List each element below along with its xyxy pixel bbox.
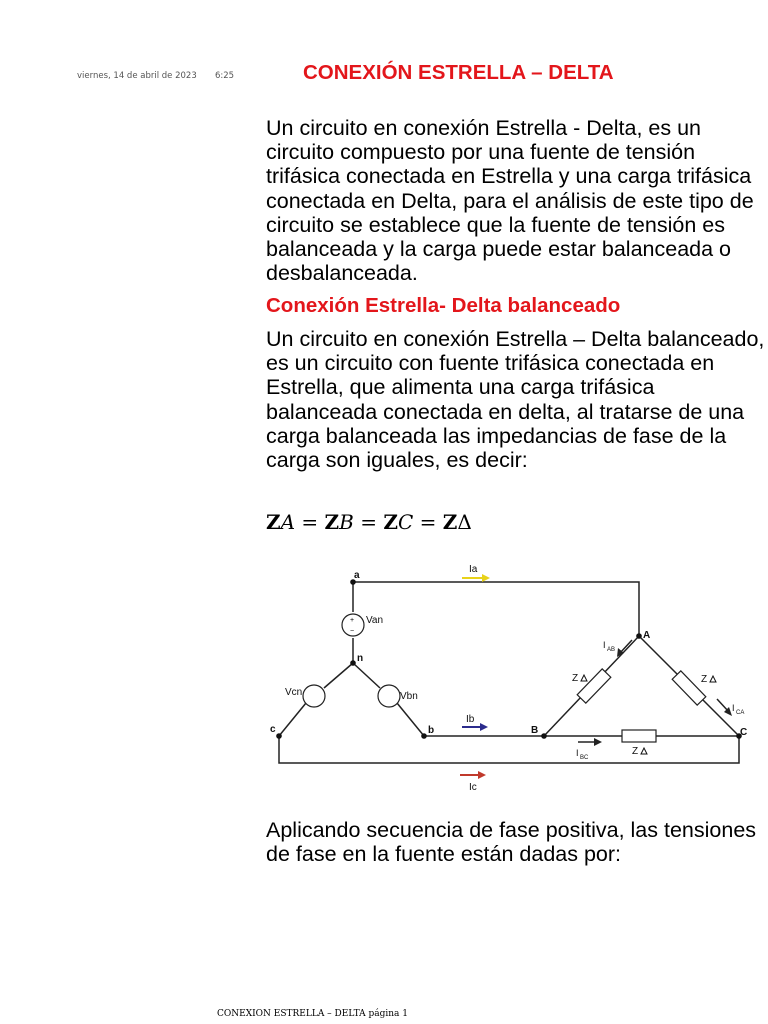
ibc-arrow — [578, 738, 602, 746]
label-ib: Ib — [466, 714, 475, 725]
label-z-ca: Z — [701, 674, 708, 685]
iab-arrow — [617, 640, 632, 657]
svg-text:AB: AB — [607, 647, 616, 653]
closing-paragraph: Aplicando secuencia de fase positiva, las tensiones de fase en la fuente están dadas por: — [266, 818, 757, 867]
label-ic: Ic — [469, 782, 477, 793]
circuit-wires — [279, 582, 739, 763]
source-vcn — [303, 685, 325, 707]
label-vcn: Vcn — [285, 687, 303, 698]
label-node-C: C — [740, 727, 748, 738]
label-vbn: Vbn — [400, 691, 418, 702]
label-node-c: c — [270, 724, 276, 735]
label-node-B: B — [531, 725, 539, 736]
svg-text:BC: BC — [580, 755, 589, 761]
label-node-A: A — [643, 630, 651, 641]
label-node-a: a — [354, 570, 360, 581]
section-heading: Conexión Estrella- Delta balanceado — [266, 294, 621, 317]
label-ia: Ia — [469, 564, 478, 575]
svg-text:I: I — [732, 703, 735, 713]
section-paragraph: Un circuito en conexión Estrella – Delta balanceado, es un circuito con fuente trifásica conectada en Estrella, que alimenta una carga trifásica balanceada conectada en delta, al tratarse de una carga balanceada las impedancias de fase de la carga son iguales, es decir: — [266, 327, 765, 473]
ic-arrow — [460, 771, 486, 779]
star-delta-circuit-diagram — [266, 560, 756, 800]
note-time: 6:25 — [215, 71, 235, 81]
note-date: viernes, 14 de abril de 2023 — [77, 71, 197, 81]
ia-arrow — [462, 574, 490, 582]
label-van: Van — [366, 615, 384, 626]
impedance-formula: ZA = ZB = ZC = ZΔ — [266, 510, 472, 534]
impedance-ab — [577, 669, 611, 703]
impedance-bc — [622, 730, 656, 742]
label-node-b: b — [428, 725, 435, 736]
label-z-bc: Z — [632, 746, 639, 757]
circuit-nodes — [276, 579, 745, 739]
svg-text:CA: CA — [736, 710, 745, 716]
label-z-ab: Z — [572, 673, 579, 684]
svg-text:+: + — [350, 617, 355, 624]
page-footer: CONEXION ESTRELLA – DELTA página 1 — [217, 1009, 408, 1019]
ica-arrow — [717, 699, 732, 716]
label-node-n: n — [357, 653, 364, 664]
source-vbn — [378, 685, 400, 707]
svg-text:I: I — [603, 640, 606, 650]
svg-text:I: I — [576, 748, 579, 758]
page-title: CONEXIÓN ESTRELLA – DELTA — [303, 61, 614, 84]
svg-text:−: − — [350, 628, 355, 635]
intro-paragraph: Un circuito en conexión Estrella - Delta, es un circuito compuesto por una fuente de tensión trifásica conectada en Estrella y una carga trifásica conectada en Delta, para el análisis de este tipo de circuito se establece que la fuente de tensión es balanceada y la carga puede estar balanceada o desbalanceada. — [266, 116, 754, 286]
